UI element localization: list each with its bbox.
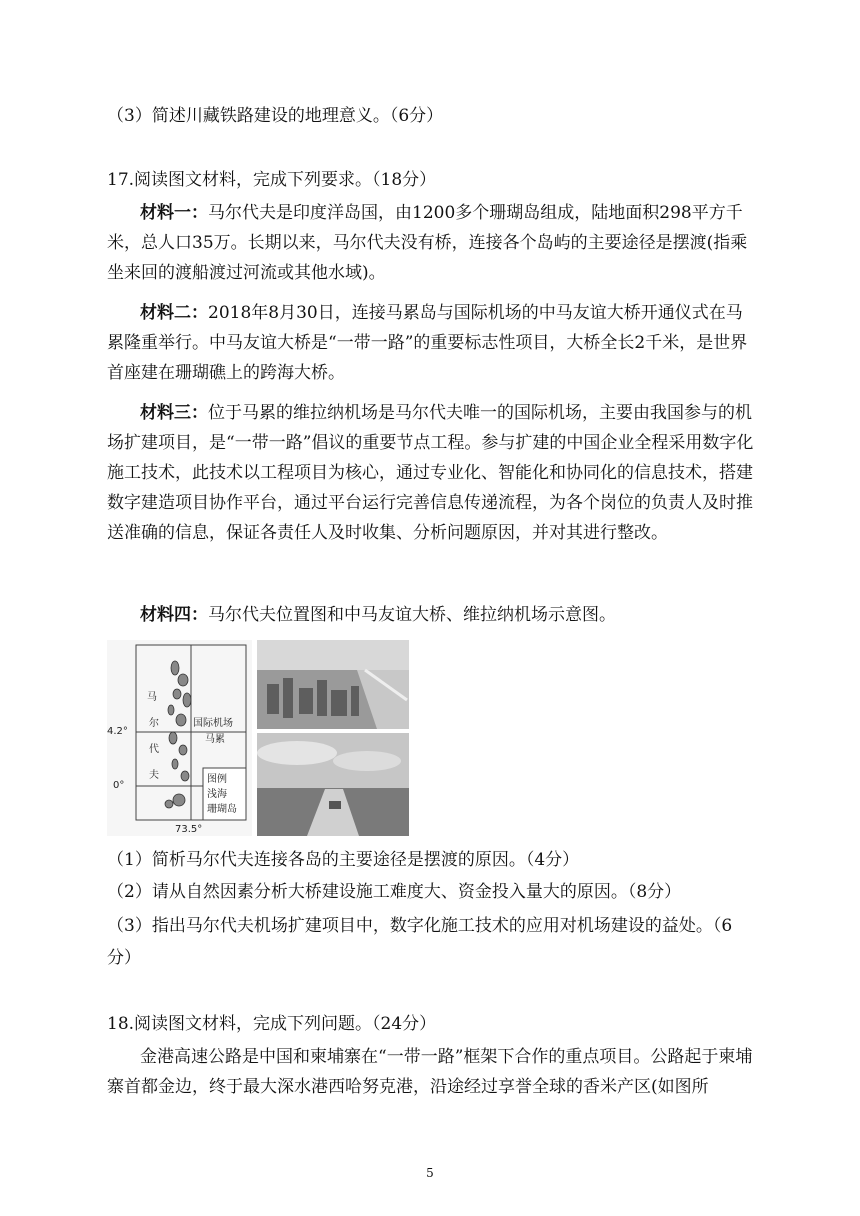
material-4-text: 马尔代夫位置图和中马友谊大桥、维拉纳机场示意图。 (208, 605, 616, 625)
airport-photo (257, 733, 409, 836)
material-3-text: 位于马累的维拉纳机场是马尔代夫唯一的国际机场，主要由我国参与的机场扩建项目，是“一带一路”倡议的重要节点工程。参与扩建的中国企业全程采用数字化施工技术，此技术以工程项目为核心，通过专业化、智能化和协同化的信息技术，搭建数字建造项目协作平台，通过平台运行完善信息传递流程，为各个岗位的负责人及时推送准确的信息，保证各责任人及时收集、分析问题原因，并对其进行整改。 (107, 403, 754, 543)
map-label-airport: 国际机场 (193, 718, 233, 729)
material-2-text: 2018年8月30日，连接马累岛与国际机场的中马友谊大桥开通仪式在马累隆重举行。中马友谊大桥是“一带一路”的重要标志性项目，大桥全长2千米，是世界首座建在珊瑚礁上的跨海大桥。 (107, 303, 748, 383)
map-lat-4-2: 4.2° (107, 726, 128, 737)
map-legend-island: 珊瑚岛 (207, 804, 237, 815)
material-2 (107, 298, 757, 388)
question-16-part-3: （3）简述川藏铁路建设的地理意义。（6分） (107, 106, 444, 126)
map-country-char-2: 尔 (149, 718, 159, 729)
question-17-part-3: （3）指出马尔代夫机场扩建项目中，数字化施工技术的应用对机场建设的益处。（6 (107, 916, 733, 936)
map-lat-0: 0° (113, 780, 125, 791)
map-country-char-1: 马 (147, 692, 157, 703)
material-2-label: 材料二： (140, 303, 208, 323)
question-17-part-2: （2）请从自然因素分析大桥建设施工难度大、资金投入量大的原因。（8分） (107, 882, 682, 902)
maldives-location-map (107, 640, 252, 836)
material-3 (107, 398, 757, 548)
question-18-header: 18.阅读图文材料，完成下列问题。（24分） (107, 1014, 437, 1034)
question-17-header: 17.阅读图文材料，完成下列要求。（18分） (107, 170, 437, 190)
material-4 (107, 600, 757, 630)
material-1 (107, 198, 757, 288)
map-lon-73-5: 73.5° (175, 824, 203, 835)
material-1-label: 材料一： (140, 203, 208, 223)
bridge-aerial-photo (257, 640, 409, 729)
map-legend-shallow: 浅海 (207, 789, 227, 800)
question-17-part-1: （1）简析马尔代夫连接各岛的主要途径是摆渡的原因。（4分） (107, 850, 580, 870)
material-1-text: 马尔代夫是印度洋岛国，由1200多个珊瑚岛组成，陆地面积298平方千米，总人口35万。长期以来，马尔代夫没有桥，连接各个岛屿的主要途径是摆渡(指乘坐来回的渡船渡过河流或其他水域)。 (107, 203, 748, 283)
map-country-char-4: 夫 (149, 770, 159, 781)
question-18-intro: 金港高速公路是中国和柬埔寨在“一带一路”框架下合作的重点项目。公路起于柬埔寨首都金边，终于最大深水港西哈努克港，沿途经过享誉全球的香米产区(如图所 (107, 1047, 753, 1097)
page-number: 5 (426, 1166, 434, 1180)
material-4-label: 材料四： (140, 605, 208, 625)
map-country-char-3: 代 (149, 744, 159, 755)
map-legend-title: 图例 (207, 774, 227, 785)
question-17-part-3-cont: 分） (107, 948, 141, 968)
material-3-label: 材料三： (140, 403, 208, 423)
map-label-male: 马累 (205, 734, 225, 745)
